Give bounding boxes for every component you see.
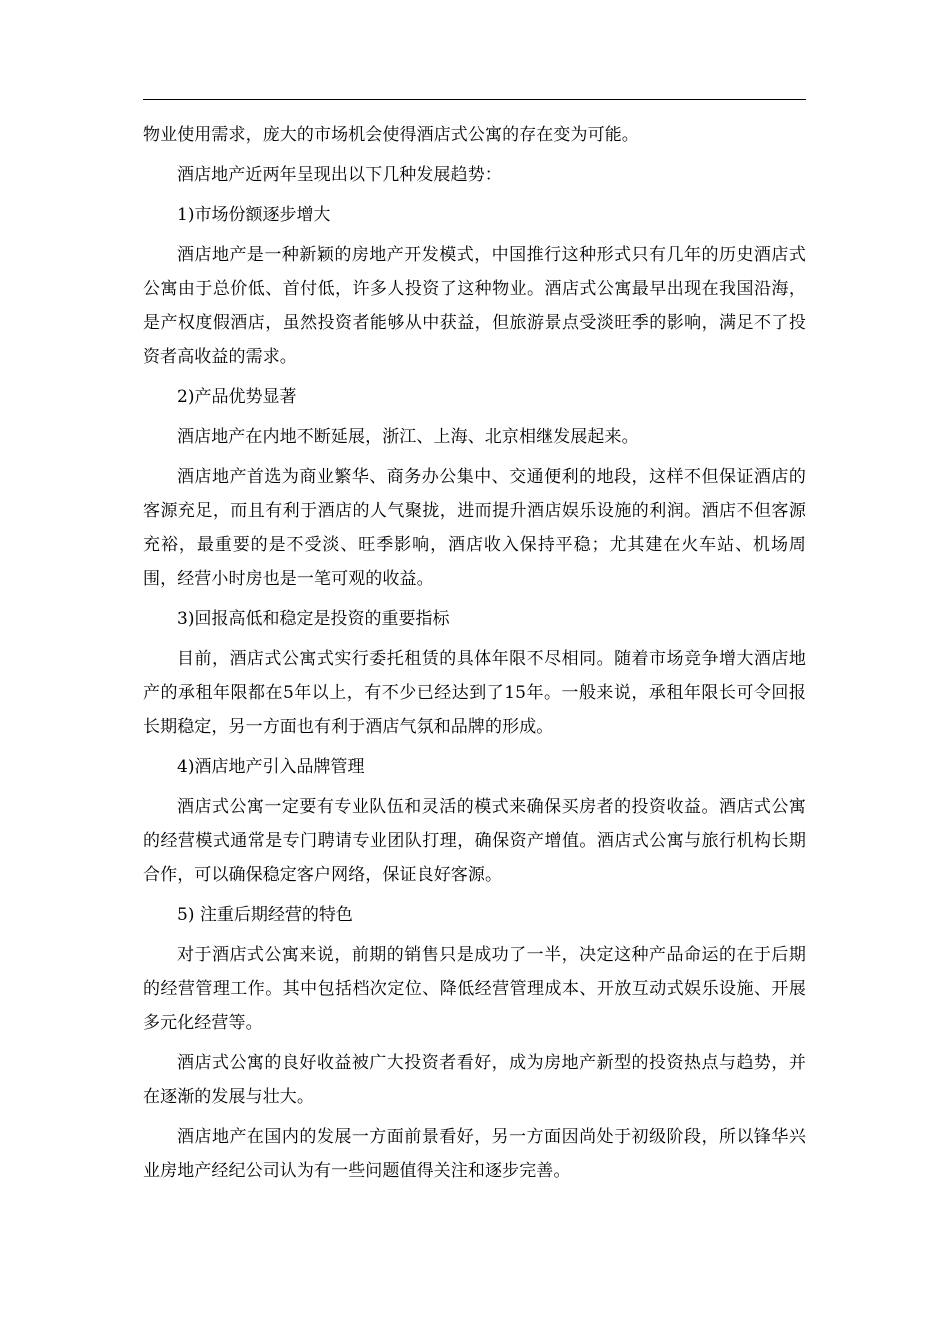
paragraph-trends-intro: 酒店地产近两年呈现出以下几种发展趋势： (177, 165, 502, 185)
header-rule (143, 99, 806, 100)
paragraph-continuation: 物业使用需求，庞大的市场机会使得酒店式公寓的存在变为可能。 (143, 125, 639, 145)
section-heading-1: 1)市场份额逐步增大 (177, 205, 331, 225)
document-body (143, 118, 806, 1194)
paragraph: 对于酒店式公寓来说，前期的销售只是成功了一半，决定这种产品命运的在于后期的经营管理工作。其中包括档次定位、降低经营管理成本、开放互动式娱乐设施、开展多元化经营等。 (143, 945, 806, 1033)
paragraph: 目前，酒店式公寓式实行委托租赁的具体年限不尽相同。随着市场竞争增大酒店地产的承租年限都在5年以上，有不少已经达到了15年。一般来说，承租年限长可令回报长期稳定，另一方面也有利于酒店气氛和品牌的形成。 (143, 649, 806, 737)
paragraph-conclusion: 酒店地产在国内的发展一方面前景看好，另一方面因尚处于初级阶段，所以锋华兴业房地产经纪公司认为有一些问题值得关注和逐步完善。 (143, 1127, 806, 1181)
paragraph: 酒店式公寓一定要有专业队伍和灵活的模式来确保买房者的投资收益。酒店式公寓的经营模式通常是专门聘请专业团队打理，确保资产增值。酒店式公寓与旅行机构长期合作，可以确保稳定客户网络，保证良好客源。 (143, 797, 806, 885)
paragraph: 酒店式公寓的良好收益被广大投资者看好，成为房地产新型的投资热点与趋势，并在逐渐的发展与壮大。 (143, 1053, 806, 1107)
section-heading-4: 4)酒店地产引入品牌管理 (177, 757, 365, 777)
section-heading-2: 2)产品优势显著 (177, 387, 297, 407)
paragraph: 酒店地产首选为商业繁华、商务办公集中、交通便利的地段，这样不但保证酒店的客源充足，而且有利于酒店的人气聚拢，进而提升酒店娱乐设施的利润。酒店不但客源充裕，最重要的是不受淡、旺季影响，酒店收入保持平稳；尤其建在火车站、机场周围，经营小时房也是一笔可观的收益。 (143, 467, 806, 589)
section-heading-5: 5) 注重后期经营的特色 (177, 905, 353, 925)
paragraph: 酒店地产在内地不断延展，浙江、上海、北京相继发展起来。 (177, 427, 639, 447)
paragraph: 酒店地产是一种新颖的房地产开发模式，中国推行这种形式只有几年的历史酒店式公寓由于总价低、首付低，许多人投资了这种物业。酒店式公寓最早出现在我国沿海，是产权度假酒店，虽然投资者能够从中获益，但旅游景点受淡旺季的影响，满足不了投资者高收益的需求。 (143, 245, 806, 367)
section-heading-3: 3)回报高低和稳定是投资的重要指标 (177, 609, 450, 629)
